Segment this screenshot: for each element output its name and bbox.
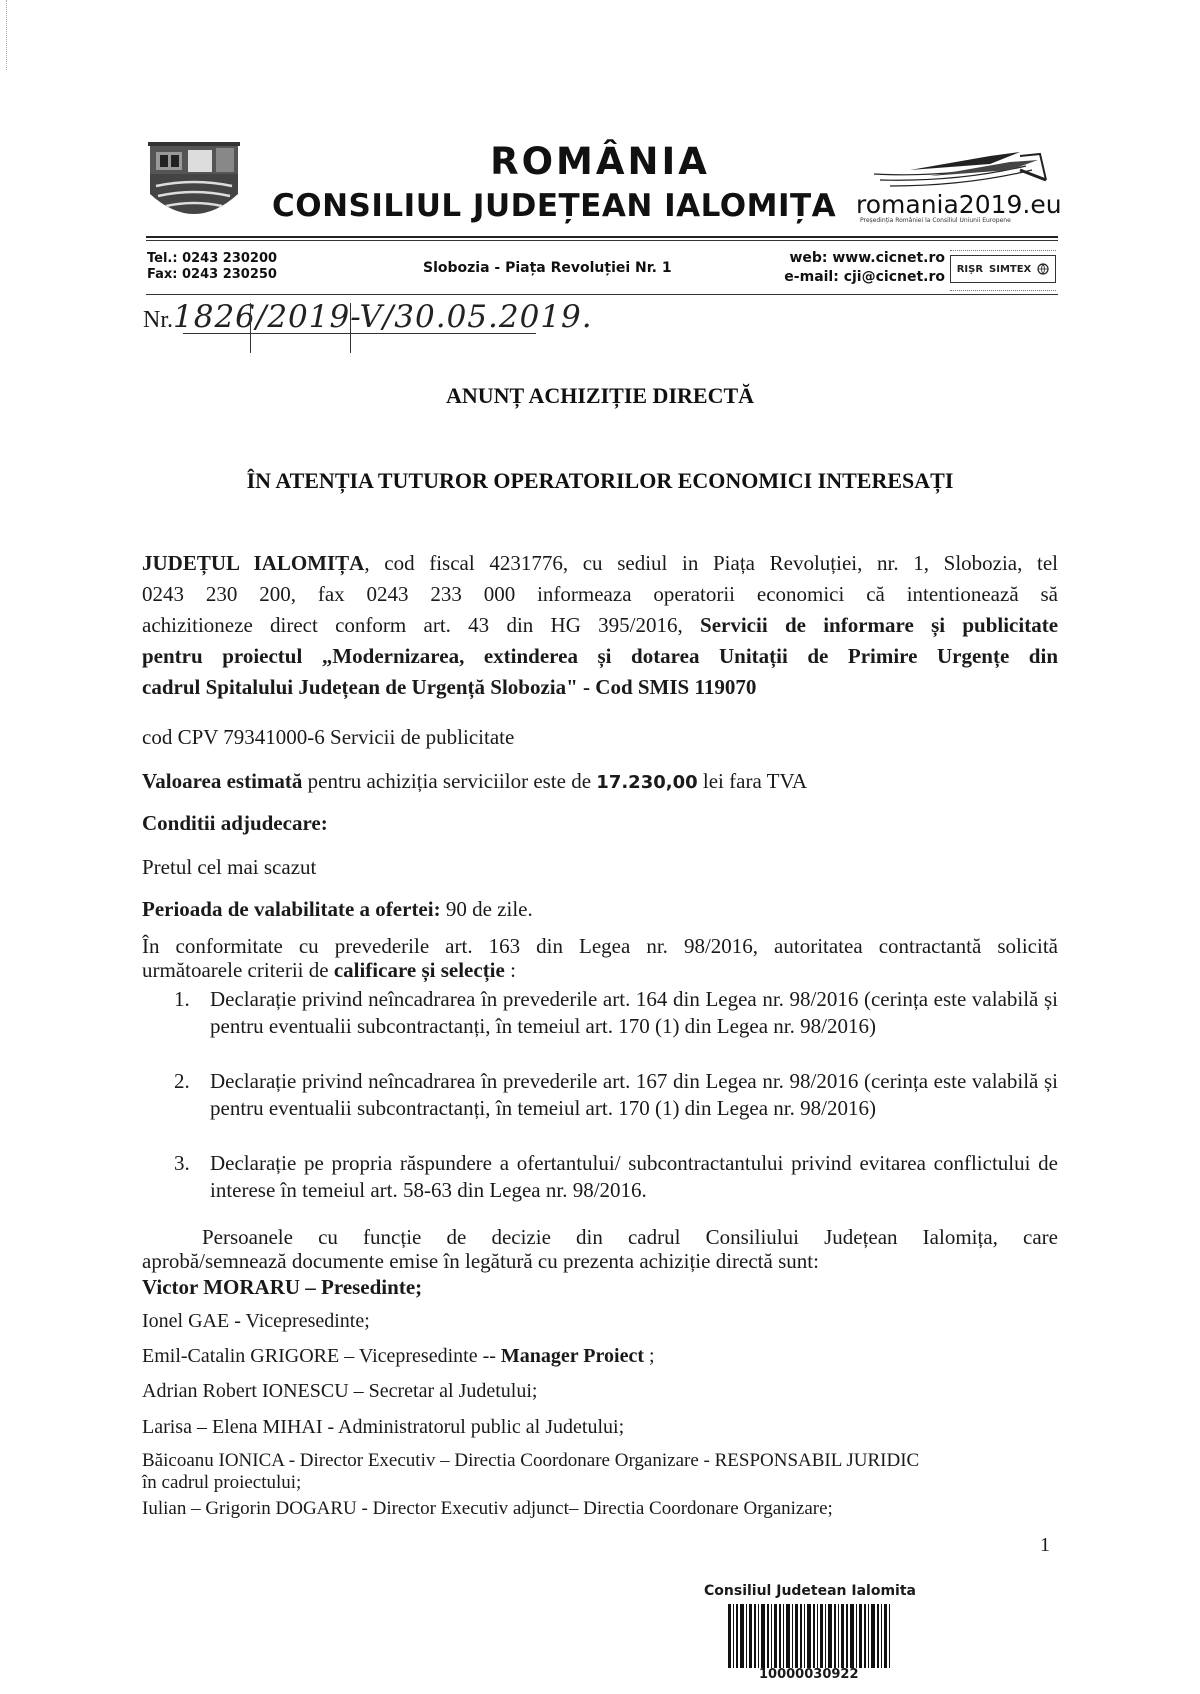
- romania2019-logo-icon: [870, 150, 1050, 192]
- registration-tick-1: [250, 303, 251, 353]
- criteria-item: [174, 1150, 1058, 1204]
- header-rule-top: [146, 236, 1058, 238]
- conditions-label: Conditii adjudecare:: [142, 811, 328, 835]
- value-text-b: lei fara TVA: [697, 769, 808, 793]
- intro-line-3-a: achizitioneze direct conform art. 43 din HG 395/2016,: [142, 613, 683, 637]
- page-number: 1: [1040, 1534, 1050, 1556]
- person-secretar: Adrian Robert IONESCU – Secretar al Judetului;: [142, 1380, 538, 1402]
- intro-line-4: pentru proiectul „Modernizarea, extinderea și dotarea Unitații de Primire Urgențe din: [142, 644, 1058, 668]
- criteria-text: Declarație pe propria răspundere a ofertantului/ subcontractantului privind evitarea conflictului de interese în temeiul art. 58-63 din Legea nr. 98/2016.: [210, 1151, 1058, 1202]
- document-title: ANUNȚ ACHIZIȚIE DIRECTĂ: [445, 383, 755, 408]
- person-presedinte: Victor MORARU – Presedinte;: [142, 1275, 423, 1299]
- decision-intro-line-2: aprobă/semnează documente emise în legătură cu prezenta achiziție directă sunt:: [142, 1249, 819, 1273]
- value-amount: 17.230,00: [596, 772, 698, 793]
- intro-line-2: 0243 230 200, fax 0243 233 000 informeaza operatorii economici că intentionează să: [142, 582, 1058, 606]
- address-text: Slobozia - Piața Revoluției Nr. 1: [423, 260, 672, 276]
- person-director-executiv: [142, 1450, 1058, 1494]
- person-director-adjunct: Iulian – Grigorin DOGARU - Director Executiv adjunct– Directia Coordonare Organizare;: [142, 1498, 833, 1519]
- criteria-intro-2b: calificare și selecție: [333, 958, 505, 982]
- romania2019-text: romania2019.eu: [856, 190, 1062, 219]
- person-6-line-1: Băicoanu IONICA - Director Executiv – Directia Coordonare Organizare - RESPONSABIL JURIDIC: [142, 1450, 920, 1471]
- intro-line-3-b: Servicii de informare și publicitate: [700, 613, 1059, 637]
- registration-handwritten: 1826/2019-V/30.05.2019.: [173, 299, 593, 335]
- estimated-value: [142, 766, 1058, 798]
- romania2019-subtitle: Președinția României la Consiliul Uniunii Europene: [860, 217, 1011, 224]
- criteria-text: Declarație privind neîncadrarea în prevederile art. 164 din Legea nr. 98/2016 (cerința este valabilă și pentru eventualii subcontractanți, în temeiul art. 170 (1) din Legea nr. 98/2016): [210, 987, 1058, 1038]
- person-6-line-2: în cadrul proiectului;: [142, 1472, 302, 1493]
- tel-text: Tel.: 0243 230200: [147, 251, 278, 266]
- registration-tick-2: [350, 303, 351, 353]
- criteria-item: [174, 1068, 1058, 1122]
- criteria-intro-line-2: [142, 958, 1058, 982]
- registration-number: [143, 299, 593, 335]
- header-country: ROMÂNIA: [490, 140, 710, 183]
- person-vicepresedinte-1: Ionel GAE - Vicepresedinte;: [142, 1310, 370, 1332]
- cert-label-a: RIȘR: [956, 263, 984, 275]
- fax-text: Fax: 0243 230250: [147, 267, 277, 282]
- criteria-number: 1.: [174, 987, 190, 1011]
- header-rule-bottom: [146, 294, 1058, 295]
- barcode-icon: [728, 1604, 890, 1668]
- web-text: web: www.cicnet.ro: [789, 250, 945, 266]
- header-rule-top-thin: [146, 240, 1058, 241]
- barcode-label: Consiliul Judetean Ialomita: [704, 1583, 916, 1599]
- cert-globe-icon: [1037, 263, 1049, 275]
- scan-margin-mark: [6, 0, 7, 70]
- value-label: Valoarea estimată: [142, 769, 303, 793]
- validity-value: 90 de zile.: [440, 897, 533, 921]
- contact-web-email: [755, 249, 945, 287]
- intro-line-1: [142, 548, 1058, 578]
- criteria-intro-line-1: În conformitate cu prevederile art. 163 din Legea nr. 98/2016, autoritatea contractantă solicită: [142, 934, 1058, 958]
- person-3-b: Manager Proiect: [500, 1345, 645, 1367]
- criteria-item: [174, 986, 1058, 1040]
- criteria-number: 2.: [174, 1069, 190, 1093]
- criteria-number: 3.: [174, 1151, 190, 1175]
- value-text-a: pentru achiziția serviciilor este de: [302, 769, 597, 793]
- person-administrator: Larisa – Elena MIHAI - Administratorul public al Judetului;: [142, 1416, 625, 1438]
- decision-intro-line-1: Persoanele cu funcție de decizie din cadrul Consiliului Județean Ialomița, care: [202, 1225, 1058, 1249]
- registration-prefix: Nr.: [143, 307, 173, 333]
- person-3-c: ;: [644, 1345, 655, 1367]
- conditions-value: Pretul cel mai scazut: [142, 855, 317, 879]
- document-subtitle: ÎN ATENȚIA TUTUROR OPERATORILOR ECONOMICI INTERESAȚI: [246, 468, 954, 493]
- email-text: e-mail: cji@cicnet.ro: [784, 269, 945, 285]
- intro-entity: JUDEȚUL IALOMIȚA: [142, 551, 365, 575]
- registration-underline: [183, 333, 536, 334]
- intro-line-1-rest: , cod fiscal 4231776, cu sediul in Piața Revoluției, nr. 1, Slobozia, tel: [364, 551, 1059, 575]
- header-council-name: CONSILIUL JUDEȚEAN IALOMIȚA: [272, 188, 837, 224]
- contact-phone-fax: [147, 251, 277, 283]
- cert-label-b: SIMTEX: [989, 263, 1032, 275]
- intro-line-3: [142, 610, 1058, 640]
- cert-dotted-top: [950, 250, 1056, 251]
- person-vicepresedinte-2: [142, 1345, 1058, 1368]
- cert-dotted-bottom: [950, 290, 1056, 291]
- criteria-intro-2a: următoarele criterii de: [142, 958, 334, 982]
- validity-label: Perioada de valabilitate a ofertei:: [142, 897, 441, 921]
- criteria-text: Declarație privind neîncadrarea în prevederile art. 167 din Legea nr. 98/2016 (cerința este valabilă și pentru eventualii subcontractanți, în temeiul art. 170 (1) din Legea nr. 98/2016): [210, 1069, 1058, 1120]
- validity-period: [142, 894, 1058, 924]
- intro-line-5: cadrul Spitalului Județean de Urgență Slobozia" - Cod SMIS 119070: [142, 675, 757, 699]
- person-3-a: Emil-Catalin GRIGORE – Vicepresedinte --: [142, 1345, 501, 1367]
- barcode-number: 10000030922: [759, 1667, 859, 1682]
- criteria-intro-2c: :: [504, 958, 516, 982]
- certification-badge: [950, 255, 1056, 283]
- cpv-code: cod CPV 79341000-6 Servicii de publicitate: [142, 725, 515, 749]
